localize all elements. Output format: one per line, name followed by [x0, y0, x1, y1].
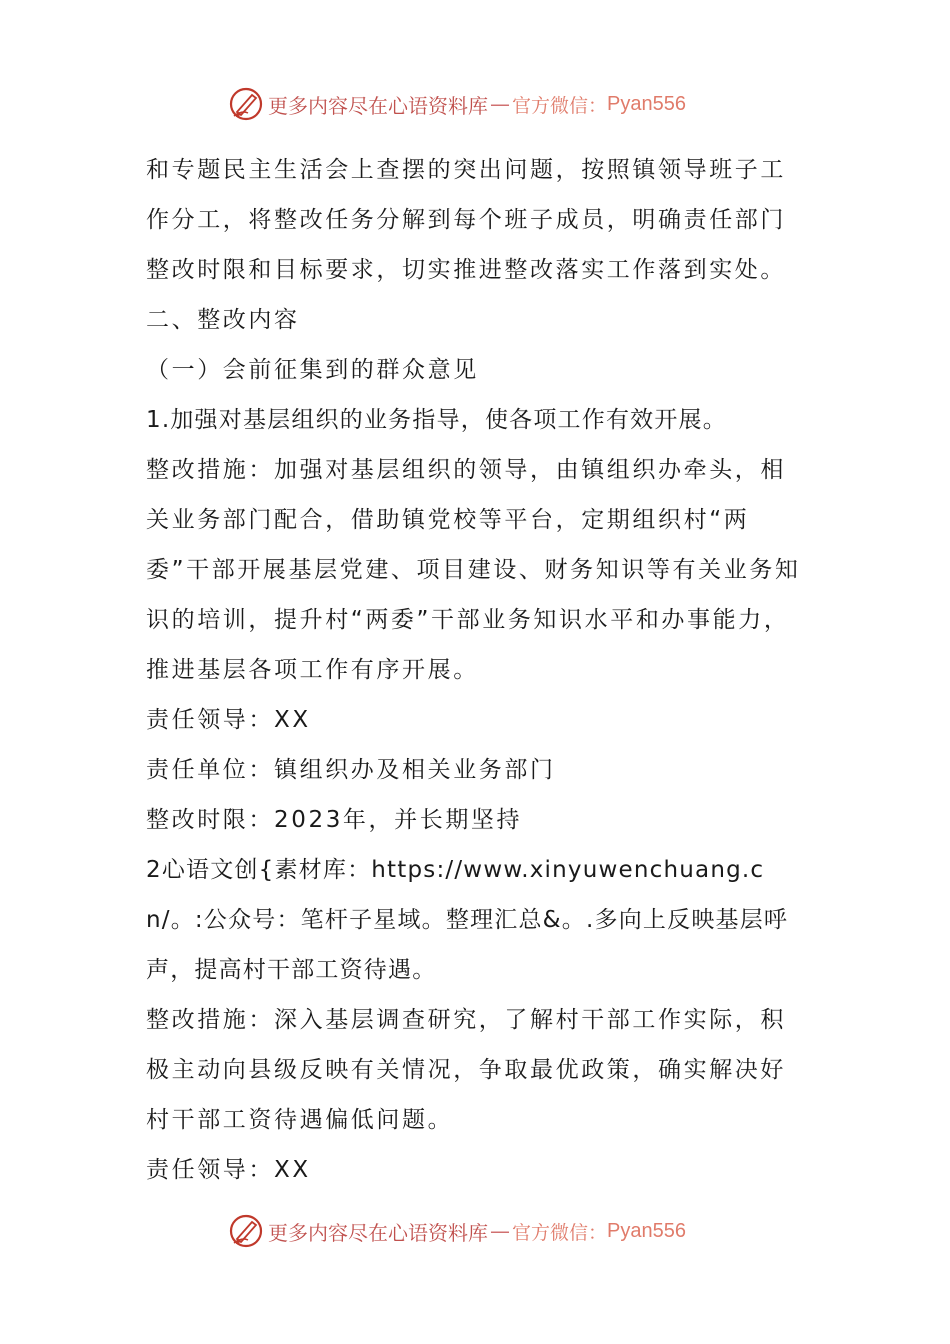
item-title: 1.加强对基层组织的业务指导，使各项工作有效开展。 — [146, 407, 727, 433]
paragraph: 整改措施：加强对基层组织的领导，由镇组织办牵头，相关业务部门配合，借助镇党校等平台，定期组织村“两委”干部开展基层党建、项目建设、财务知识等有关业务知识的培训，提升村“两委”干部业务知识水平和办事能力，推进基层各项工作有序开展。 — [146, 457, 801, 683]
pen-logo-icon — [228, 1213, 264, 1249]
document-body — [146, 145, 806, 1195]
pen-logo-icon — [228, 86, 264, 122]
deadline: 整改时限：2023年，并长期坚持 — [146, 807, 523, 833]
responsible-unit: 责任单位：镇组织办及相关业务部门 — [146, 757, 556, 783]
subsection-heading: （一）会前征集到的群众意见 — [146, 357, 479, 383]
watermark-wechat-id: Pyan556 — [607, 1219, 686, 1242]
watermark-separator: — — [490, 1219, 510, 1243]
watermark-wechat-label: 官方微信： — [512, 94, 608, 117]
watermark-wechat-label: 官方微信： — [512, 1221, 608, 1244]
watermark-separator: — — [490, 92, 510, 116]
responsible-leader: 责任领导：XX — [146, 707, 311, 733]
watermark-wechat-id: Pyan556 — [607, 92, 686, 115]
paragraph: 整改措施：深入基层调查研究，了解村干部工作实际，积极主动向县级反映有关情况，争取最优政策，确实解决好村干部工资待遇偏低问题。 — [146, 1007, 786, 1133]
watermark-brand: 更多内容尽在心语资料库 — [268, 1220, 488, 1245]
footer-watermark — [228, 1211, 748, 1251]
watermark-brand: 更多内容尽在心语资料库 — [268, 93, 488, 118]
responsible-leader: 责任领导：XX — [146, 1157, 311, 1183]
paragraph: 和专题民主生活会上查摆的突出问题，按照镇领导班子工作分工，将整改任务分解到每个班子成员，明确责任部门整改时限和目标要求，切实推进整改落实工作落到实处。 — [146, 157, 786, 283]
header-watermark — [228, 84, 748, 124]
item-title: 2心语文创{素材库：https://www.xinyuwenchuang.cn/。:公众号：笔杆子星域。整理汇总&。.多向上反映基层呼声，提高村干部工资待遇。 — [146, 857, 789, 983]
section-heading: 二、整改内容 — [146, 307, 300, 333]
